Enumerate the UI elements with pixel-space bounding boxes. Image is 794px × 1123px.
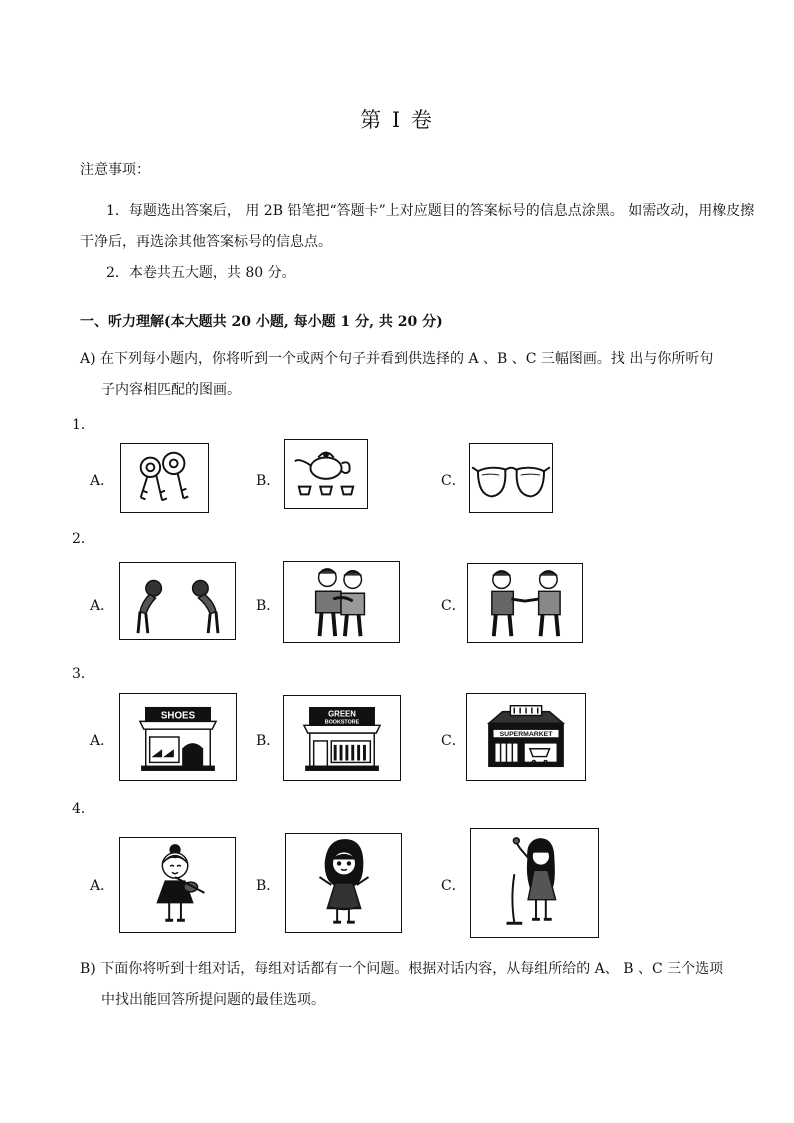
question-number: 3． xyxy=(72,666,95,682)
option-label: C． xyxy=(441,878,466,894)
dancing-girl-icon[interactable] xyxy=(285,833,402,933)
violin-girl-icon[interactable] xyxy=(119,837,236,933)
option-label: A． xyxy=(90,733,115,749)
question-number: 2． xyxy=(72,531,95,547)
notes-heading: 注意事项： xyxy=(80,162,150,178)
note-item-2: 2．本卷共五大题，共 80 分。 xyxy=(106,265,296,281)
question-number: 4． xyxy=(72,801,95,817)
part-b-instruction-line-1: B) 下面你将听到十组对话，每组对话都有一个问题。根据对话内容，从每组所给的 A、 B 、C 三个选项 xyxy=(80,961,724,977)
bowing-people-icon[interactable] xyxy=(119,562,236,640)
option-label: B． xyxy=(256,733,281,749)
section-heading: 一、听力理解(本大题共 20 小题, 每小题 1 分, 共 20 分) xyxy=(80,314,443,330)
part-b-instruction-line-2: 中找出能回答所提问题的最佳选项。 xyxy=(101,992,325,1008)
sunglasses-icon[interactable] xyxy=(469,443,553,513)
option-label: C． xyxy=(441,598,466,614)
handshake-people-icon[interactable] xyxy=(467,563,583,643)
supermarket-sign: SUPERMARKET xyxy=(499,731,553,739)
option-label: A． xyxy=(90,598,115,614)
option-label: A． xyxy=(90,473,115,489)
page-title: 第 I 卷 xyxy=(360,108,434,132)
singing-girl-icon[interactable] xyxy=(470,828,599,938)
hugging-people-icon[interactable] xyxy=(283,561,400,643)
shoe-shop-icon[interactable] xyxy=(119,693,237,781)
bookstore-sign: GREEN xyxy=(328,709,356,719)
question-number: 1． xyxy=(72,417,95,433)
option-label: B． xyxy=(256,473,281,489)
option-label: B． xyxy=(256,598,281,614)
option-label: A． xyxy=(90,878,115,894)
keys-icon[interactable] xyxy=(120,443,209,513)
option-label: C． xyxy=(441,473,466,489)
part-a-instruction-line-1: A) 在下列每小题内，你将听到一个或两个句子并看到供选择的 A 、B 、C 三幅图画。找 出与你所听句 xyxy=(80,351,714,367)
note-item-1-line-2: 干净后，再选涂其他答案标号的信息点。 xyxy=(80,234,332,250)
note-item-1-line-1: 1．每题选出答案后， 用 2B 铅笔把“答题卡”上对应题目的答案标号的信息点涂黑。 如需改动，用橡皮擦 xyxy=(106,203,755,219)
shoe-shop-sign: SHOES xyxy=(160,710,196,722)
part-a-instruction-line-2: 子内容相匹配的图画。 xyxy=(101,382,241,398)
supermarket-icon[interactable] xyxy=(466,693,586,781)
option-label: C． xyxy=(441,733,466,749)
option-label: B． xyxy=(256,878,281,894)
teapot-icon[interactable] xyxy=(284,439,368,509)
bookstore-icon[interactable] xyxy=(283,695,401,781)
bookstore-sign-sub: BOOKSTORE xyxy=(324,719,360,726)
